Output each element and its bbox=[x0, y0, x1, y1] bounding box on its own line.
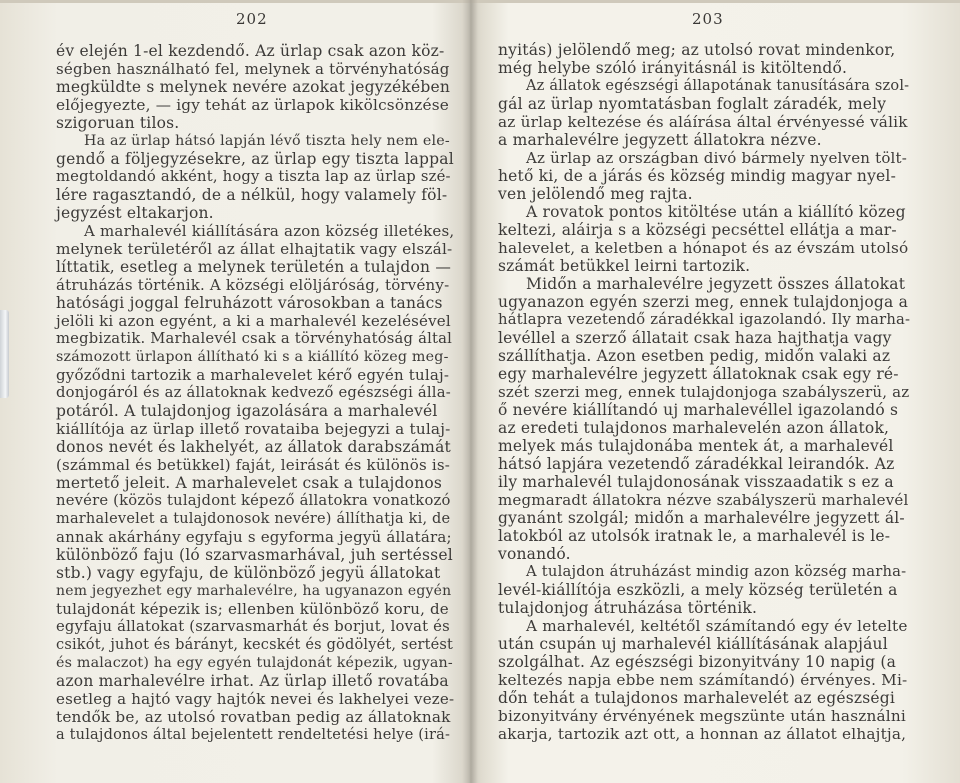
left-page-line: donos nevét és lakhelyét, az állatok darabszámát bbox=[56, 438, 451, 456]
left-page-line: potáról. A tulajdonjog igazolására a marhalevél bbox=[56, 402, 438, 420]
page-edge-tab bbox=[0, 310, 9, 398]
left-page-line: nem jegyezhet egy marhalevélre, ha ugyanazon egyén bbox=[56, 583, 452, 599]
right-page-line: az ürlap keltezése és aláírása által érvényessé válik bbox=[498, 113, 908, 131]
right-page-number: 203 bbox=[692, 10, 724, 28]
left-page-line: annak akárhány egyfaju s egyforma jegyü állatára; bbox=[56, 528, 452, 546]
left-page-line: jegyzést eltakarjon. bbox=[56, 204, 214, 222]
right-page-line: szét szerzi meg, ennek tulajdonjoga szabályszerü, az bbox=[498, 383, 910, 401]
right-page-line: vonandó. bbox=[498, 545, 571, 563]
left-page-line: különböző faju (ló szarvasmarhával, juh sertéssel bbox=[56, 546, 453, 564]
left-page-line: számozott ürlapon állítható ki s a kiállító közeg meg- bbox=[56, 349, 449, 365]
left-page-line: marhalevelet a tulajdonosok nevére) állíthatja ki, de bbox=[56, 511, 451, 527]
left-page-line: nevére (közös tulajdont képező állatokra vonatkozó bbox=[56, 492, 451, 509]
book-gutter bbox=[462, 0, 478, 783]
right-page-line: A rovatok pontos kitöltése után a kiállító közeg bbox=[526, 203, 906, 221]
right-page-line: Az állatok egészségi állapotának tanusítására szol- bbox=[526, 78, 910, 94]
right-page-line: hátsó lapjára vezetendő záradékkal leirandók. Az bbox=[498, 455, 895, 473]
left-page-line: átruházás történik. A községi elöljáróság, törvény- bbox=[56, 276, 450, 294]
left-page-line: Ha az ürlap hátsó lapján lévő tiszta hely nem ele- bbox=[84, 133, 450, 149]
left-page-line: megbizatik. Marhalevél csak a törvényhatóság által bbox=[56, 330, 453, 347]
right-page-line: számát betükkel leirni tartozik. bbox=[498, 257, 751, 275]
left-page-line: a tulajdonos által bejelentett rendeltetési helye (irá- bbox=[56, 727, 451, 743]
left-page-line: esetleg a hajtó vagy hajtók nevei és lakhelyei veze- bbox=[56, 690, 455, 708]
left-page-line: megküldte s melynek nevére azokat jegyzékében bbox=[56, 78, 451, 96]
right-page-line: nyitás) jelölendő meg; az utolsó rovat mindenkor, bbox=[498, 41, 896, 59]
right-page-line: a marhalevélre jegyzett állatokra nézve. bbox=[498, 131, 822, 149]
right-page-line: gál az ürlap nyomtatásban foglalt záradék, mely bbox=[498, 95, 887, 113]
left-page-line: (számmal és betükkel) faját, leirását és különös is- bbox=[56, 456, 451, 474]
left-page-line: mertető jeleit. A marhalevelet csak a tulajdonos bbox=[56, 474, 443, 492]
left-page-line: líttatik, esetleg a melynek területén a tulajdon — bbox=[56, 258, 452, 276]
right-page-line: tulajdonjog átruházása történik. bbox=[498, 599, 758, 617]
right-page-line: dőn tehát a tulajdonos marhalevelét az egészségi bbox=[498, 689, 896, 707]
left-page-line: donjogáról és az állatoknak kedvező egészségi álla- bbox=[56, 384, 451, 401]
left-page-line: és malaczot) ha egy egyén tulajdonát képezik, ugyan- bbox=[56, 655, 453, 671]
right-page-line: még helybe szóló irányitásnál is kitöltendő. bbox=[498, 59, 848, 77]
left-page-line: kiállítója az ürlap illető rovataiba bejegyzi a tulaj- bbox=[56, 420, 451, 438]
right-page-line: keltezi, aláirja s a községi pecséttel ellátja a mar- bbox=[498, 221, 897, 239]
right-page-line: bizonyitvány érvényének megszünte után használni bbox=[498, 707, 906, 725]
left-page-line: előjegyezte, — igy tehát az ürlapok kikölcsönzése bbox=[56, 96, 449, 114]
left-page-line: tendők be, az utolsó rovatban pedig az állatoknak bbox=[56, 708, 451, 726]
right-page-line: levéllel a szerző állatait csak haza hajthatja vagy bbox=[498, 329, 892, 347]
right-page-line: Az ürlap az országban divó bármely nyelven tölt- bbox=[526, 149, 908, 167]
right-page-line: latokból az utolsók iratnak le, a marhalevél is le- bbox=[498, 527, 891, 545]
right-page-line: szállíthatja. Azon esetben pedig, midőn valaki az bbox=[498, 347, 891, 365]
right-page-line: ugyanazon egyén szerzi meg, ennek tulajdonjoga a bbox=[498, 293, 909, 311]
left-page-line: hatósági joggal felruházott városokban a tanács bbox=[56, 294, 443, 312]
right-page-line: ily marhalevél tulajdonosának visszaadatik s ez a bbox=[498, 473, 894, 491]
left-page-line: csikót, juhot és bárányt, kecskét és gödölyét, sertést bbox=[56, 637, 454, 653]
left-page-line: tulajdonát képezik is; ellenben különböző koru, de bbox=[56, 600, 449, 618]
right-page-line: gyanánt szolgál; midőn a marhalevélre jegyzett ál- bbox=[498, 509, 905, 527]
right-page-line: ő nevére kiállítandó uj marhalevéllel igazolandó s bbox=[498, 401, 899, 419]
right-page-line: A tulajdon átruházást mindig azon község marha- bbox=[526, 563, 907, 580]
right-page-line: szolgálhat. Az egészségi bizonyitvány 10 napig (a bbox=[498, 653, 897, 671]
right-page-line: hátlapra vezetendő záradékkal igazolandó. Ily marha- bbox=[498, 311, 911, 328]
right-page-line: A marhalevél, keltétől számítandó egy év letelte bbox=[526, 617, 908, 635]
right-page-line: melyek más tulajdonába mentek át, a marhalevél bbox=[498, 437, 894, 455]
left-page-line: A marhalevél kiállítására azon község illetékes, bbox=[84, 222, 455, 240]
left-page-line: megtoldandó akként, hogy a tiszta lap az ürlap szé- bbox=[56, 168, 451, 185]
left-page-line: stb.) vagy egyfaju, de különböző jegyü állatokat bbox=[56, 564, 441, 582]
right-page-line: hető ki, de a járás és község mindig magyar nyel- bbox=[498, 167, 897, 185]
left-page-line: lére ragasztandó, de a nélkül, hogy valamely föl- bbox=[56, 186, 448, 204]
right-page-line: egy marhalevélre jegyzett állatoknak csak egy ré- bbox=[498, 365, 899, 383]
left-page-line: győződni tartozik a marhalevelet kérő egyén tulaj- bbox=[56, 366, 450, 384]
left-page-line: ségben használható fel, melynek a törvényhatóság bbox=[56, 60, 450, 78]
right-page-line: az eredeti tulajdonos marhalevelén azon állatok, bbox=[498, 419, 890, 437]
left-page-line: év elején 1-el kezdendő. Az ürlap csak azon köz- bbox=[56, 42, 445, 60]
book-top-edge bbox=[0, 0, 960, 3]
left-page-line: jelöli ki azon egyént, a ki a marhalevél kezelésével bbox=[56, 312, 451, 330]
left-page-line: gendő a följegyzésekre, az ürlap egy tiszta lappal bbox=[56, 150, 454, 168]
left-page-line: szigoruan tilos. bbox=[56, 114, 180, 132]
right-page-line: ven jelölendő meg rajta. bbox=[498, 185, 693, 203]
right-page-line: megmaradt állatokra nézve szabályszerü marhalevél bbox=[498, 491, 909, 509]
right-page-line: Midőn a marhalevélre jegyzett összes állatokat bbox=[526, 275, 906, 293]
right-page-line: után csupán uj marhalevél kiállításának alapjául bbox=[498, 635, 888, 653]
right-page-line: akarja, tartozik azt ott, a honnan az állatot elhajtja, bbox=[498, 725, 907, 743]
right-page-line: levél-kiállítója eszközli, a mely község területén a bbox=[498, 581, 898, 599]
left-page-number: 202 bbox=[236, 10, 268, 28]
left-page-line: melynek területéről az állat elhajtatik vagy elszál- bbox=[56, 240, 453, 258]
left-page-line: egyfaju állatokat (szarvasmarhát és borjut, lovat és bbox=[56, 618, 450, 635]
right-page-line: keltezés napja ebbe nem számítandó) érvényes. Mi- bbox=[498, 671, 908, 689]
left-page-line: azon marhalevélre irhat. Az ürlap illető rovatába bbox=[56, 672, 449, 690]
right-page-line: halevelet, a keletben a hónapot és az évszám utolsó bbox=[498, 239, 909, 257]
